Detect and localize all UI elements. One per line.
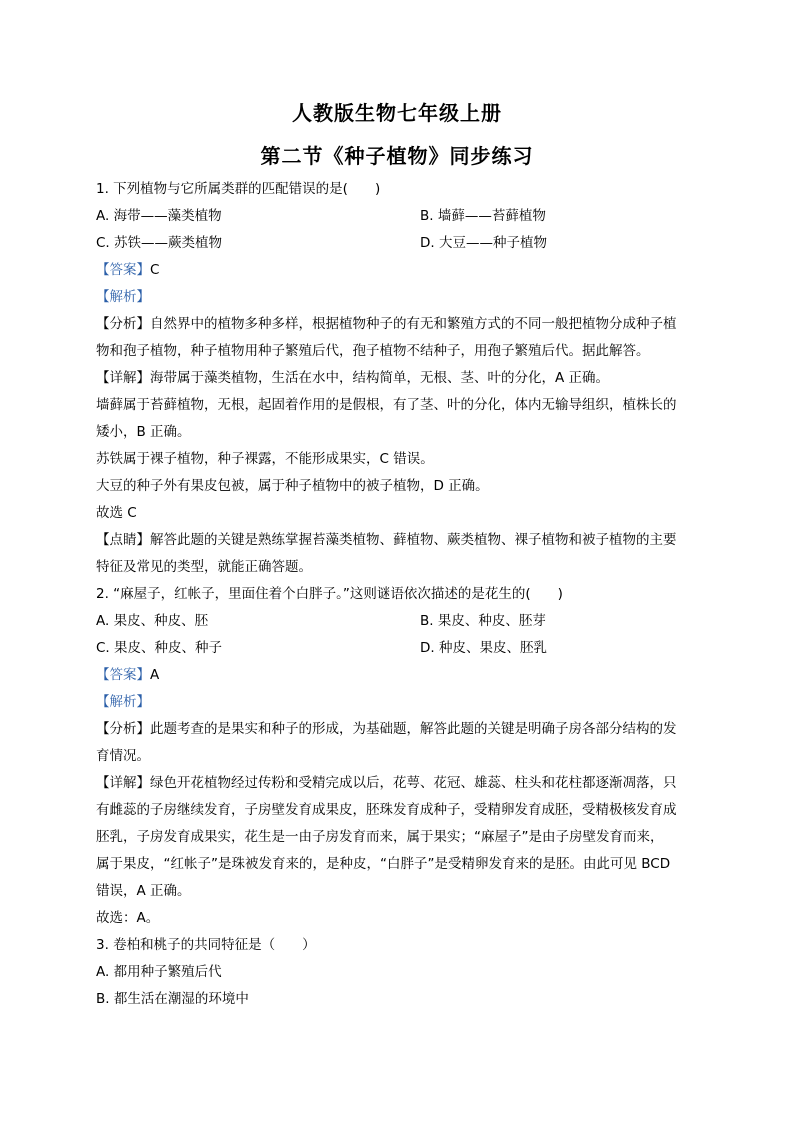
question-1-fenxi-line-2: 物和孢子植物，种子植物用种子繁殖后代，孢子植物不结种子，用孢子繁殖后代。据此解答。 xyxy=(96,343,650,359)
question-2-xiangjie-line-4: 属于果皮，“红帐子”是珠被发育来的，是种皮，“白胖子”是受精卵发育来的是胚。由此可见 BCD xyxy=(96,856,671,872)
xiangjie-text: 海带属于藻类植物，生活在水中，结构简单，无根、茎、叶的分化，A 正确。 xyxy=(150,370,610,386)
answer-tag: 【答案】 xyxy=(96,262,150,278)
question-1-xiangjie-line-5: 大豆的种子外有果皮包被，属于种子植物中的被子植物，D 正确。 xyxy=(96,478,489,494)
question-2-option-d: D. 种皮、果皮、胚乳 xyxy=(420,640,547,656)
question-2-answer xyxy=(96,667,706,684)
question-2-option-b: B. 果皮、种皮、胚芽 xyxy=(420,613,546,629)
dianjing-text: 解答此题的关键是熟练掌握苔藻类植物、藓植物、蕨类植物、裸子植物和被子植物的主要 xyxy=(150,532,677,548)
question-2-xiangjie-line-5: 错误，A 正确。 xyxy=(96,883,191,899)
question-1-xiangjie-line-3: 矮小，B 正确。 xyxy=(96,424,191,440)
question-2-option-c: C. 果皮、种皮、种子 xyxy=(96,640,223,656)
question-1-option-c: C. 苏铁——蕨类植物 xyxy=(96,235,223,251)
question-1-xiangjie-line-4: 苏铁属于裸子植物，种子裸露，不能形成果实，C 错误。 xyxy=(96,451,434,467)
document-title: 人教版生物七年级上册 xyxy=(292,101,502,125)
xiangjie-tag: 【详解】 xyxy=(96,370,150,386)
analysis-tag: 【解析】 xyxy=(96,289,150,305)
question-2-option-a: A. 果皮、种皮、胚 xyxy=(96,613,209,629)
question-1-conclusion: 故选 C xyxy=(96,505,137,521)
analysis-tag: 【解析】 xyxy=(96,694,150,710)
question-1-dianjing-line-2: 特征及常见的类型，就能正确答题。 xyxy=(96,559,312,575)
question-2-fenxi-line-2: 育情况。 xyxy=(96,748,150,764)
question-1-dianjing-line-1 xyxy=(96,532,706,549)
question-2-stem: 2. “麻屋子，红帐子，里面住着个白胖子。”这则谜语依次描述的是花生的( ) xyxy=(96,586,563,602)
answer-value: C xyxy=(150,262,160,278)
question-2-analysis-tag xyxy=(96,694,706,711)
dianjing-tag: 【点睛】 xyxy=(96,532,150,548)
question-1-xiangjie-line-1 xyxy=(96,370,706,387)
question-2-fenxi-line-1 xyxy=(96,721,706,738)
question-1-option-d: D. 大豆——种子植物 xyxy=(420,235,547,251)
fenxi-tag: 【分析】 xyxy=(96,316,150,332)
answer-value: A xyxy=(150,667,160,683)
question-1-analysis-tag xyxy=(96,289,706,306)
question-2-xiangjie-line-3: 胚乳，子房发育成果实，花生是一由子房发育而来，属于果实；“麻屋子”是由子房壁发育而来， xyxy=(96,829,664,845)
question-1-option-b: B. 墙藓——苔藓植物 xyxy=(420,208,546,224)
fenxi-tag: 【分析】 xyxy=(96,721,150,737)
fenxi-text: 此题考查的是果实和种子的形成，为基础题，解答此题的关键是明确子房各部分结构的发 xyxy=(150,721,677,737)
question-1-xiangjie-line-2: 墙藓属于苔藓植物，无根，起固着作用的是假根，有了茎、叶的分化，体内无输导组织，植株长的 xyxy=(96,397,677,413)
question-2-conclusion: 故选：A。 xyxy=(96,910,160,926)
question-3-option-b: B. 都生活在潮湿的环境中 xyxy=(96,991,249,1007)
question-3-option-a: A. 都用种子繁殖后代 xyxy=(96,964,222,980)
question-1-stem: 1. 下列植物与它所属类群的匹配错误的是( ) xyxy=(96,181,381,197)
fenxi-text: 自然界中的植物多种多样，根据植物种子的有无和繁殖方式的不同一般把植物分成种子植 xyxy=(150,316,677,332)
xiangjie-tag: 【详解】 xyxy=(96,775,150,791)
document-subtitle: 第二节《种子植物》同步练习 xyxy=(260,144,534,168)
question-2-xiangjie-line-2: 有雌蕊的子房继续发育，子房壁发育成果皮，胚珠发育成种子，受精卵发育成胚，受精极核发育成 xyxy=(96,802,677,818)
question-1-answer xyxy=(96,262,706,279)
xiangjie-text: 绿色开花植物经过传粉和受精完成以后，花萼、花冠、雄蕊、柱头和花柱都逐渐凋落，只 xyxy=(150,775,677,791)
answer-tag: 【答案】 xyxy=(96,667,150,683)
question-1-option-a: A. 海带——藻类植物 xyxy=(96,208,222,224)
question-3-stem: 3. 卷柏和桃子的共同特征是（ ） xyxy=(96,937,316,953)
question-2-xiangjie-line-1 xyxy=(96,775,706,792)
question-1-fenxi-line-1 xyxy=(96,316,706,333)
